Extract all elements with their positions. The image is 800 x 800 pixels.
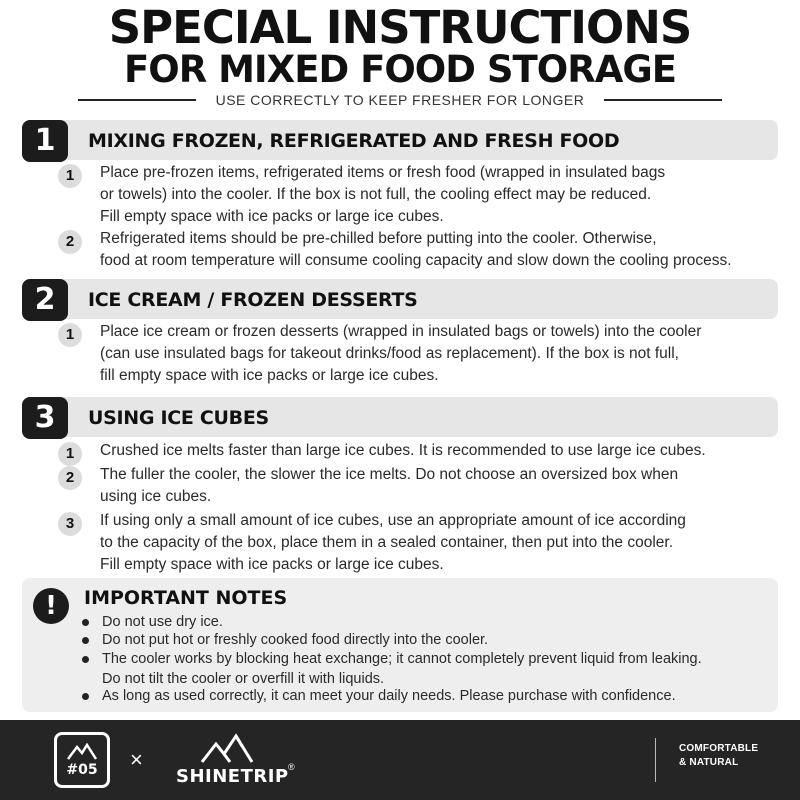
footer <box>0 720 800 800</box>
note-text: Do not put hot or freshly cooked food directly into the cooler. <box>102 632 489 648</box>
item-number: 1 <box>58 323 82 347</box>
item-text: Place ice cream or frozen desserts (wrapped in insulated bags or towels) into the cooler (can use insulated bags for takeout drinks/food as replacement). If the box is not full, fill empty space with ice packs or large ice cubes. <box>100 323 702 384</box>
bullet-icon <box>82 637 89 644</box>
item-number: 1 <box>58 442 82 466</box>
section-header <box>22 120 778 160</box>
notes-title: IMPORTANT NOTES <box>84 587 288 609</box>
bullet-icon <box>82 619 89 626</box>
divider-right <box>604 99 722 101</box>
section-number: 1 <box>22 120 68 162</box>
item-text: Refrigerated items should be pre-chilled before putting into the cooler. Otherwise, food at room temperature will consume cooling capacity and slow down the cooling process. <box>100 230 732 269</box>
subtitle-row <box>78 90 722 110</box>
tagline-line2: & NATURAL <box>679 757 739 768</box>
note-text: Do not use dry ice. <box>102 614 223 630</box>
section-header <box>22 279 778 319</box>
tagline <box>679 742 758 770</box>
bullet-icon <box>82 656 89 663</box>
important-notes <box>22 578 778 712</box>
footer-divider <box>655 738 656 782</box>
section-header <box>22 397 778 437</box>
badge-logo <box>54 732 110 788</box>
brand-name: SHINETRIP <box>176 766 289 787</box>
section-title: USING ICE CUBES <box>88 407 269 429</box>
divider-left <box>78 99 196 101</box>
item-text: If using only a small amount of ice cubes, use an appropriate amount of ice according to the capacity of the box, place them in a sealed container, then put into the cooler. Fill empty space with ice packs or large ice cubes. <box>100 512 686 573</box>
item-number: 3 <box>58 512 82 536</box>
registered-mark: ® <box>288 762 295 772</box>
brand-logo <box>176 732 306 792</box>
note-text: As long as used correctly, it can meet your daily needs. Please purchase with confidence. <box>102 688 676 704</box>
section-number: 2 <box>22 279 68 321</box>
item-text: Place pre-frozen items, refrigerated items or fresh food (wrapped in insulated bags or towels) into the cooler. If the box is not full, the cooling effect may be reduced. Fill empty space with ice packs or large ice cubes. <box>100 164 666 225</box>
exclamation-icon: ! <box>33 588 69 624</box>
item-number: 1 <box>58 164 82 188</box>
mountain-icon <box>66 741 98 761</box>
section-title: ICE CREAM / FROZEN DESSERTS <box>88 289 418 311</box>
subtitle: USE CORRECTLY TO KEEP FRESHER FOR LONGER <box>215 92 585 108</box>
item-text: The fuller the cooler, the slower the ice melts. Do not choose an oversized box when using ice cubes. <box>100 466 679 505</box>
item-number: 2 <box>58 230 82 254</box>
page-title-line2: FOR MIXED FOOD STORAGE <box>124 48 676 91</box>
page-title-line1: SPECIAL INSTRUCTIONS <box>108 1 692 54</box>
bullet-icon <box>82 693 89 700</box>
section-number: 3 <box>22 397 68 439</box>
item-text: Crushed ice melts faster than large ice cubes. It is recommended to use large ice cubes. <box>100 442 706 459</box>
section-title: MIXING FROZEN, REFRIGERATED AND FRESH FOOD <box>88 130 620 152</box>
note-text: The cooler works by blocking heat exchange; it cannot completely prevent liquid from leaking. Do not tilt the cooler or overfill it with liquids. <box>102 651 702 687</box>
mountain-logo-icon <box>200 732 264 764</box>
cross-icon: × <box>130 747 143 772</box>
tagline-line1: COMFORTABLE <box>679 743 759 754</box>
badge-text: #05 <box>66 762 98 778</box>
item-number: 2 <box>58 466 82 490</box>
